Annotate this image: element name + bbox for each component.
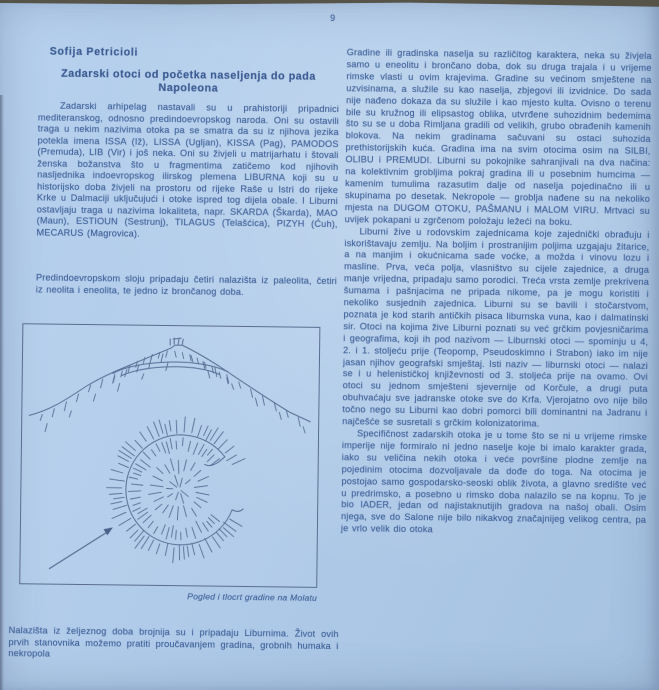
- right-column: [341, 47, 652, 539]
- author-name: Sofija Petricioli: [49, 45, 139, 59]
- arrow-shaft: [49, 532, 106, 570]
- page-title: Zadarski otoci od početka naseljenja do pada Napoleona: [60, 67, 316, 95]
- figure-caption: Pogled i tlocrt gradine na Molatu: [187, 591, 318, 603]
- plan-hachures-outer: [106, 416, 246, 563]
- hill-ridge-line: [29, 343, 311, 421]
- left-paragraph-iron-age: Nalazišta iz željeznog doba brojnija su i pripadaju Liburnima. Život ovih prvih stanovnika možemo pratiti proučavanjem gradina, grobnih humaka i nekropola: [8, 625, 339, 659]
- rampart-ring: [125, 434, 233, 545]
- figure-hillfort-drawing: [19, 323, 320, 588]
- right-paragraph-liburni: Liburni žive u rodovskim zajednicama koje zajednički obrađuju i iskorištavaju zemlju. Na boljim i prostranijim poljima uzgajaju žitarice, a na manjim i okućnicama sade voćke, a možda i vinovu lozu i masline. Prva, veća polja, vlasništvo su cijele zajednice, a druga manje vrijedna, pripadaju samo porodici. Treća vrsta zemlje prekrivena šumama i pašnjacima ne pripada nikome, pa je mogu koristiti i nekoliko susjednih zajednica. Liburni su se bavili i stočarstvom, poznata je kod starih antičkih pisaca liburnska vuna, kao i dalmatinski sir. Otoci na kojima žive Liburni poznati su već grčkim povjesničarima i geografima, koji ih pod nazivom — Liburnski otoci — spominju u 4, 2. i 1. stoljeću prije (Teopomp, Pseudoskimno i Strabon) iako im nije jasan njihov geografski smještaj. Isti naziv — liburnski otoci — nalazi se i u helenističkoj književnosti od 3. stoljeća prije na ovamo. Ovi otoci su jednom smješteni sjevernije od Korčule, a drugi puta obuhvaćaju sve jadranske otoke sve do Krfa. Vjerojatno ovo nije bilo točno nego su Liburni kao dobri pomorci bili dominantni na Jadranu i najčešće se susretali s grčkim kolonizatorima.: [342, 225, 650, 429]
- right-paragraph-specificnost: Specifičnost zadarskih otoka je u tome što se ni u vrijeme rimske imperije nije formiralo ni jedno naselje koje bi imalo karakter grada, iako su veličina nekih otoka i veće površine plodne zemlje na pojedinim otocima dozvoljavale da dođe do toga. Na otocima je postojao samo gospodarsko-seoski oblik života, a glavno središte već u predrimsko, a posebno u rimsko doba nalazilo se na kopnu. To je bio IADER, jedan od najistaknutijih gradova na našoj obali. Osim njega, sve do Salone nije bilo nikakvog značajnijeg velikog centra, pa je vrlo velik dio otoka: [340, 428, 648, 535]
- hillfort-sketch: [20, 324, 319, 587]
- terrace-line-inner: [122, 366, 220, 377]
- page-number: 9: [330, 12, 336, 24]
- summit-fort-marks: [170, 338, 183, 345]
- plan-hachures-center: [148, 459, 209, 521]
- left-paragraph-intro: Zadarski arhipelag nastavali su u prahistoriji pripadnici mediteranskog, odnosno predindoevropskog naroda. Oni su ostavili traga u nekim nazivima otoka pa se smatra da su iz njihova jezika potekla imena ISSA (Iž), LISSA (Ugljan), KISSA (Pag), PAMODOS (Premuda), LIB (Vir) i još neka. Oni su živjeli u matrijarhatu i štovali ženska božanstva što u fragmentima zatičemo kod njihovih nasljednika indoevropskog ilirskog plemena LIBURNA koji su u historijsko doba živjeli na prostoru od rijeke Raše u Istri do rijeke Krke u Dalmaciji uključujući i otoke ispred tog dijela obale. I Liburni ostavljaju traga u nazivima lokaliteta, napr. SKARDA (Škarda), MAO (Maun), ESTIOUN (Sestrunj), TILAGUS (Telašćica), PIZYH (Ćuh), MECARUS (Magrovica).: [36, 100, 340, 239]
- scan-edge-left: [0, 95, 4, 690]
- right-paragraph-gradine: Gradine ili gradinska naselja su različitog karaktera, neka su živjela samo u eneolitu i brončano doba, dok su druga trajala i u vrijeme rimske vlasti u ovim krajevima. Gradine su većinom smještene na uzvisinama, a služile su kao naselja, zbjegovi ili izvidnice. Do sada nije nađeno dokaza da su služile i kao mjesto kulta. Ovisno o terenu bile su kružnog ili elipsastog oblika, utvrđene suhozidnim bedemima što su se u doba Rimljana gradili od velikih, grubo obrađenih kamenih blokova. Na nekim gradinama sačuvani su ostaci suhozida prethistorijskih kuća. Gradina ima na svim otocima osim na SILBI, OLIBU i PREMUDI. Liburni su pokojnike sahranjivali na dva načina: na kolektivnim grobljima pokraj gradina ili u posebnim humcima — kamenim tumulima razasutim dalje od naselja pojedinačno ili u skupinama po desetak. Nekropole — groblja nađene su na nekoliko mjesta na DUGOM OTOKU, PAŠMANU i MALOM VIRU. Mrtvaci su uvijek pokapani u zgrčenom položaju ležeći na boku.: [344, 47, 652, 227]
- rampart-ring-end: [232, 509, 243, 512]
- plan-hachures-inner: [128, 437, 221, 540]
- left-paragraph-prehistoric: Predindoevropskom sloju pripadaju četiri nalazišta iz paleolita, četiri iz neolita i eneolita, te jedno iz brončanog doba.: [35, 272, 337, 297]
